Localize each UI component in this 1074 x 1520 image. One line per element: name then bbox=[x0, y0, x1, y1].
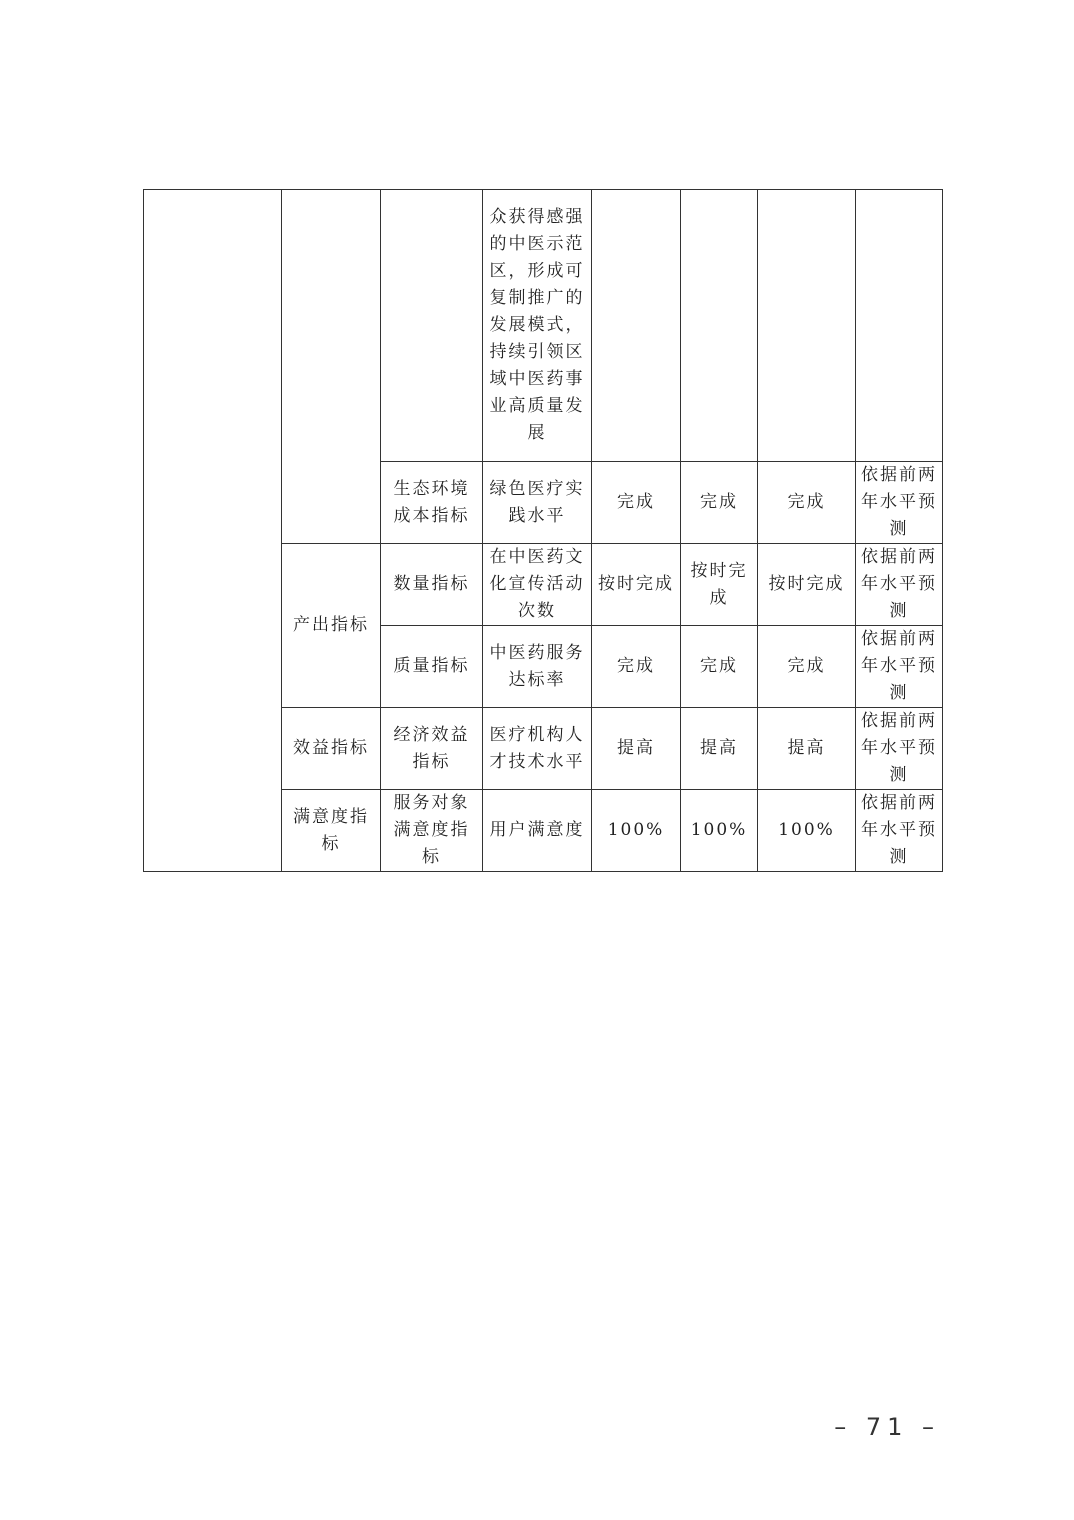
value-cell: 100% bbox=[758, 790, 856, 872]
value-cell: 完成 bbox=[758, 626, 856, 708]
sub-indicator-cell: 质量指标 bbox=[381, 626, 483, 708]
basis-cell: 依据前两年水平预测 bbox=[856, 626, 943, 708]
value-cell: 按时完成 bbox=[758, 544, 856, 626]
level2-category-cell bbox=[282, 190, 381, 544]
value-cell: 提高 bbox=[592, 708, 681, 790]
basis-cell: 依据前两年水平预测 bbox=[856, 544, 943, 626]
value-cell: 完成 bbox=[592, 462, 681, 544]
value-cell: 按时完成 bbox=[592, 544, 681, 626]
category-cell: 满意度指标 bbox=[282, 790, 381, 872]
level3-category-cell bbox=[381, 190, 483, 462]
value-cell: 按时完成 bbox=[681, 544, 758, 626]
performance-indicator-table bbox=[143, 189, 943, 872]
indicator-cell: 医疗机构人才技术水平 bbox=[483, 708, 592, 790]
value-cell: 100% bbox=[681, 790, 758, 872]
basis-cell: 依据前两年水平预测 bbox=[856, 462, 943, 544]
value-cell: 完成 bbox=[681, 626, 758, 708]
value-cell: 完成 bbox=[592, 626, 681, 708]
value-cell: 提高 bbox=[681, 708, 758, 790]
category-cell: 效益指标 bbox=[282, 708, 381, 790]
value-cell: 完成 bbox=[681, 462, 758, 544]
basis-cell: 依据前两年水平预测 bbox=[856, 790, 943, 872]
indicator-cell: 中医药服务达标率 bbox=[483, 626, 592, 708]
page-number: – 71 – bbox=[834, 1413, 940, 1441]
value-cell: 完成 bbox=[758, 462, 856, 544]
sub-indicator-cell: 服务对象满意度指标 bbox=[381, 790, 483, 872]
value-cell bbox=[681, 190, 758, 462]
indicator-cell bbox=[483, 190, 592, 462]
value-cell: 提高 bbox=[758, 708, 856, 790]
value-cell bbox=[758, 190, 856, 462]
indicator-cell: 绿色医疗实践水平 bbox=[483, 462, 592, 544]
value-cell: 100% bbox=[592, 790, 681, 872]
sub-indicator-cell: 数量指标 bbox=[381, 544, 483, 626]
indicator-cell: 用户满意度 bbox=[483, 790, 592, 872]
basis-cell: 依据前两年水平预测 bbox=[856, 708, 943, 790]
sub-indicator-cell: 经济效益指标 bbox=[381, 708, 483, 790]
indicator-text: 众获得感强的中医示范区，形成可复制推广的发展模式，持续引领区域中医药事业高质量发展 bbox=[489, 207, 585, 443]
basis-cell bbox=[856, 190, 943, 462]
level1-category-cell bbox=[144, 190, 282, 872]
category-cell: 产出指标 bbox=[282, 544, 381, 708]
value-cell bbox=[592, 190, 681, 462]
table-row bbox=[144, 190, 943, 462]
sub-indicator-cell: 生态环境成本指标 bbox=[381, 462, 483, 544]
indicator-cell: 在中医药文化宣传活动次数 bbox=[483, 544, 592, 626]
